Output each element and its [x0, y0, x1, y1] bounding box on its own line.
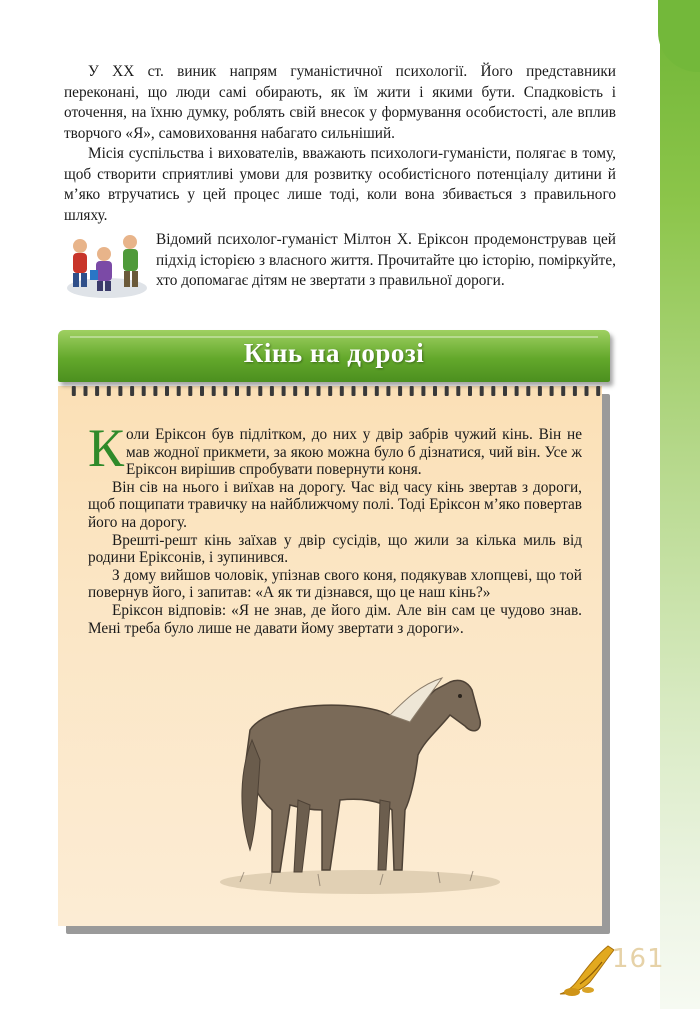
story-first-paragraph-text: оли Еріксон був підлітком, до них у двір забрів чужий кінь. Він не мав жодної прикмети, за якою можна було б дізнатися, чий він. Усе ж Еріксон вирішив спробувати повернути коня.	[126, 426, 582, 479]
note-block	[64, 230, 616, 310]
story-first-paragraph	[88, 418, 582, 479]
binder-ring	[526, 386, 530, 396]
story-title: Кінь на дорозі	[243, 338, 425, 368]
binder-ring	[258, 386, 262, 396]
binder-ring	[130, 386, 134, 396]
binder-ring	[340, 386, 344, 396]
story-paragraph: Він сів на нього і виїхав на дорогу. Час від часу кінь звертав з дороги, щоб пощипати травичку на найближчому полі. Тоді Еріксон м’яко повертав його на дорогу.	[88, 478, 582, 531]
binder-ring	[72, 386, 76, 396]
binder-ring	[282, 386, 286, 396]
story-text	[88, 418, 582, 637]
binder-ring	[585, 386, 589, 396]
binder-ring	[107, 386, 111, 396]
binder-ring	[433, 386, 437, 396]
binder-ring	[165, 386, 169, 396]
binder-ring	[270, 386, 274, 396]
binder-ring	[95, 386, 99, 396]
binder-ring	[421, 386, 425, 396]
binder-ring	[328, 386, 332, 396]
binder-ring	[352, 386, 356, 396]
page-number: 161	[612, 944, 665, 974]
binder-ring	[317, 386, 321, 396]
binder-ring	[398, 386, 402, 396]
binder-rings	[68, 386, 604, 398]
binder-ring	[468, 386, 472, 396]
binder-ring	[491, 386, 495, 396]
binder-ring	[84, 386, 88, 396]
binder-ring	[363, 386, 367, 396]
binder-ring	[550, 386, 554, 396]
binder-ring	[375, 386, 379, 396]
binder-ring	[212, 386, 216, 396]
binder-ring	[573, 386, 577, 396]
binder-ring	[305, 386, 309, 396]
binder-ring	[515, 386, 519, 396]
binder-ring	[247, 386, 251, 396]
story-paragraph: Врешті-решт кінь заїхав у двір сусідів, що жили за кілька миль від родини Еріксонів, і зупинився.	[88, 531, 582, 567]
horse-illustration	[210, 660, 510, 900]
story-paragraph: З дому вийшов чоловік, упізнав свого коня, подякував хлопцеві, що той повернув його, і запитав: «А як ти дізнався, що це наш кінь?»	[88, 566, 582, 602]
intro-paragraph: Місія суспільства і вихователів, вважають психологи-гуманісти, полягає в тому, щоб створити сприятливі умови для розвитку особистісного потенціалу дитини й м’яко втручатись у цей процес лише тоді, коли вона збивається з правильного шляху.	[64, 145, 616, 224]
binder-ring	[561, 386, 565, 396]
story-dropcap: К	[88, 418, 125, 478]
binder-ring	[503, 386, 507, 396]
intro-text	[64, 62, 616, 226]
note-text: Відомий психолог-гуманіст Мілтон Х. Еріксон продемонстрував цей підхід історією з власного життя. Прочитайте цю історію, поміркуйте, хто допомагає дітям не звертати з правильної дороги.	[156, 231, 616, 289]
binder-ring	[445, 386, 449, 396]
binder-ring	[142, 386, 146, 396]
binder-ring	[456, 386, 460, 396]
story-title-banner	[58, 330, 610, 382]
binder-ring	[153, 386, 157, 396]
binder-ring	[235, 386, 239, 396]
binder-ring	[596, 386, 600, 396]
binder-ring	[386, 386, 390, 396]
binder-ring	[223, 386, 227, 396]
binder-ring	[410, 386, 414, 396]
binder-ring	[200, 386, 204, 396]
binder-ring	[480, 386, 484, 396]
binder-ring	[118, 386, 122, 396]
binder-ring	[177, 386, 181, 396]
binder-ring	[293, 386, 297, 396]
discussion-group-icon	[64, 230, 150, 300]
binder-ring	[188, 386, 192, 396]
story-paragraph: Еріксон відповів: «Я не знав, де його дім. Але він сам це чудово знав. Мені треба було лише не давати йому звертати з дороги».	[88, 601, 582, 637]
side-color-stripe	[660, 0, 700, 1009]
binder-ring	[538, 386, 542, 396]
intro-paragraph: У XX ст. виник напрям гуманістичної психології. Його представники переконані, що люди самі обирають, як їм жити і якими бути. Спадковість і оточення, на їхню думку, роблять свій внесок у формування особистості, але вплив творчого «Я», самовиховання набагато сильніший.	[64, 63, 616, 142]
